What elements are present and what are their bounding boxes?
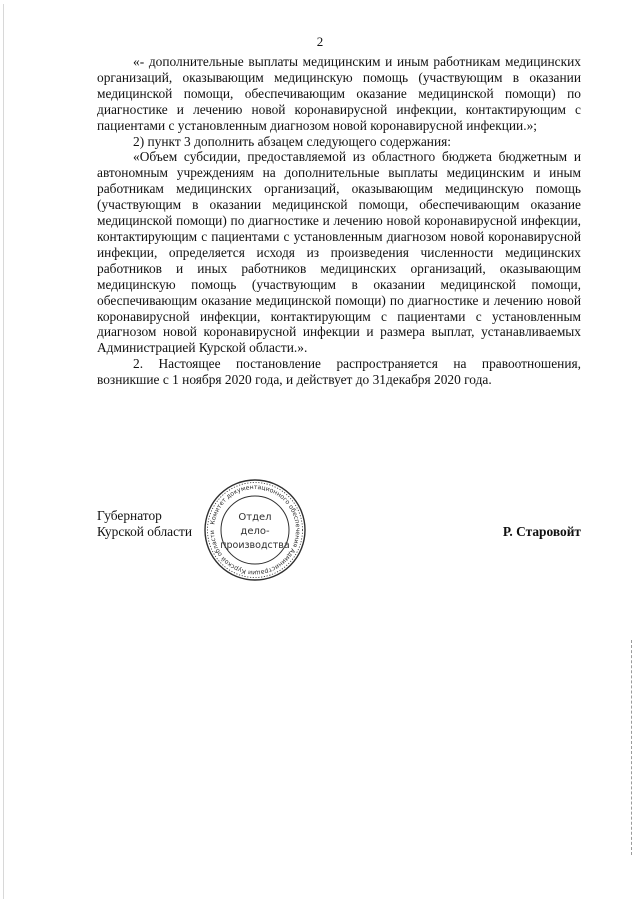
signatory-position-line-1: Губернатор: [97, 508, 162, 523]
signatory-name: Р. Старовойт: [502, 524, 581, 539]
paragraph-4: 2. Настоящее постановление распространяется на правоотношения, возникшие с 1 ноября 2020 года, и действует до 31декабря 2020 года.: [97, 356, 581, 388]
scan-side-marks: [631, 640, 635, 855]
page-number: 2: [316, 34, 324, 49]
stamp-ring-text-path: Комитет документационного обеспечения Администрации Курской области: [208, 483, 302, 577]
stamp-text-line-2: дело-: [240, 526, 270, 537]
paragraph-3: «Объем субсидии, предоставляемой из областного бюджета бюджетным и автономным учреждениям на дополнительные выплаты медицинским и иным работникам медицинских организаций, оказывающим медицинскую помощь (участвующим в оказании медицинской помощи, обеспечивающим оказание медицинской помощи) по диагностике и лечению новой коронавирусной инфекции, контактирующим с пациентами с установленным диагнозом новой коронавирусной инфекции, определяется исходя из произведения численности медицинских работников и иных работников медицинских организаций, оказывающим медицинскую помощь (участвующим в оказании медицинской помощи, обеспечивающим оказание медицинской помощи) по диагностике и лечению новой коронавирусной инфекции, контактирующим с пациентами с установленным диагнозом новой коронавирусной инфекции и размера выплат, устанавливаемых Администрацией Курской области.».: [97, 149, 581, 356]
signatory-position: [97, 508, 192, 540]
stamp-text-line-1: Отдел: [238, 512, 272, 523]
signatory-position-line-2: Курской области: [97, 524, 193, 539]
signature-block: [97, 483, 581, 616]
document-body: [97, 54, 581, 388]
paragraph-1: «- дополнительные выплаты медицинским и иным работникам медицинских организаций, оказывающим медицинскую помощь (участвующим в оказании медицинской помощи, обеспечивающим оказание медицинской помощи) по диагностике и лечению новой коронавирусной инфекции, контактирующим с пациентами с установленным диагнозом новой коронавирусной инфекции.»;: [97, 54, 581, 133]
scan-edge-line: [3, 4, 4, 899]
paragraph-2: 2) пункт 3 дополнить абзацем следующего содержания:: [133, 133, 452, 149]
stamp-text-line-3: производства: [220, 540, 290, 551]
office-stamp: [203, 478, 307, 582]
